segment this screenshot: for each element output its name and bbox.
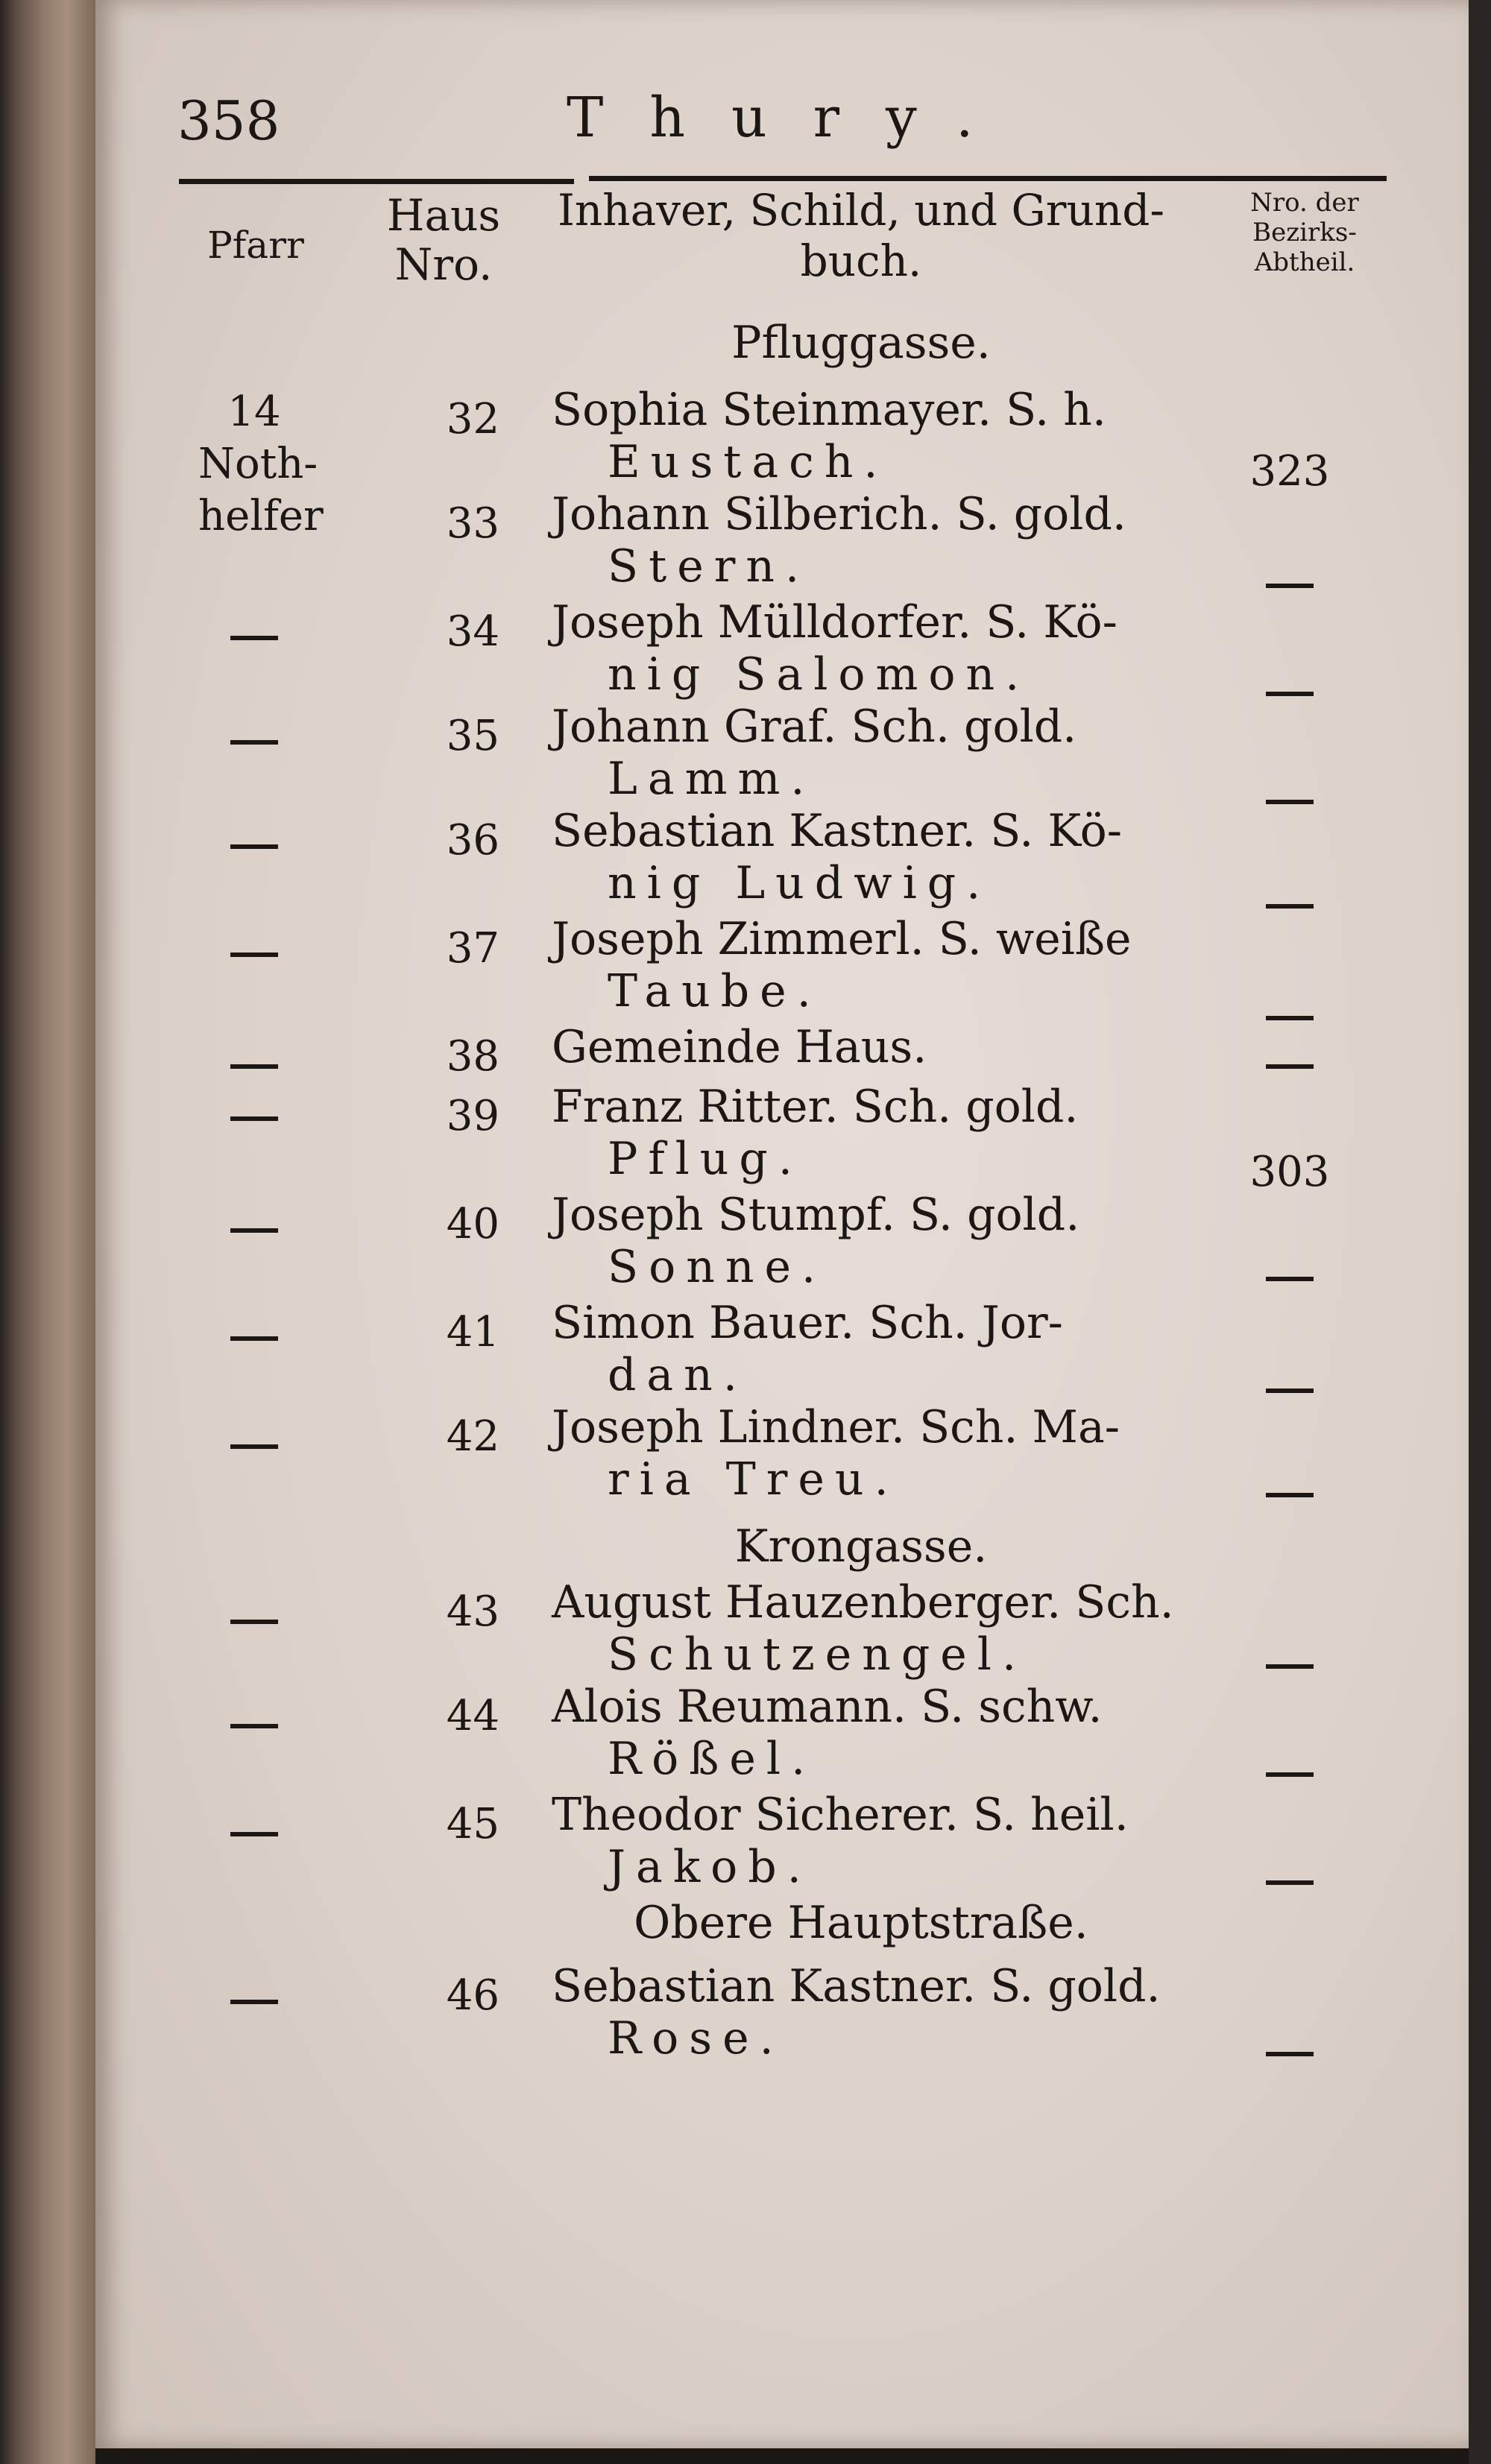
ditto-dash: [198, 838, 310, 853]
owner-entry: Franz Ritter. Sch. gold.: [552, 1081, 1079, 1133]
sign-name: ria Treu.: [608, 1453, 899, 1506]
ditto-dash: [1238, 578, 1342, 592]
owner-entry: Joseph Zimmerl. S. weiße: [552, 913, 1132, 965]
header-rule-right: [589, 176, 1387, 181]
column-header-district-line3: Abtheil.: [1254, 247, 1355, 277]
sign-name: Schutzengel.: [608, 1629, 1027, 1681]
house-number: 43: [446, 1588, 499, 1636]
owner-entry: Joseph Mülldorfer. S. Kö-: [552, 596, 1118, 648]
parish-name-line1: Noth-: [198, 440, 318, 488]
ditto-dash: [1238, 1487, 1342, 1501]
ditto-dash: [198, 734, 310, 748]
column-header-house-line1: Haus: [386, 190, 501, 241]
page-number: 358: [177, 89, 280, 152]
house-number: 41: [446, 1308, 499, 1356]
column-header-district-line2: Bezirks-: [1252, 218, 1357, 247]
owner-entry: Johann Silberich. S. gold.: [552, 488, 1126, 540]
sign-name: nig Ludwig.: [608, 857, 992, 909]
house-number: 46: [446, 1971, 499, 2020]
house-number: 36: [446, 816, 499, 865]
column-header-owner-line1: Inhaver, Schild, und Grund-: [558, 185, 1164, 236]
owner-entry: Sophia Steinmayer. S. h.: [552, 384, 1106, 436]
owner-entry: Alois Reumann. S. schw.: [552, 1681, 1103, 1733]
column-header-district-line1: Nro. der: [1250, 188, 1359, 218]
sign-name: Rose.: [608, 2012, 784, 2065]
ditto-dash: [1238, 1058, 1342, 1073]
ditto-dash: [1238, 1010, 1342, 1024]
house-number: 44: [446, 1692, 499, 1740]
ditto-dash: [1238, 686, 1342, 700]
ditto-dash: [198, 630, 310, 644]
ditto-dash: [198, 1111, 310, 1125]
parish-name-line2: helfer: [198, 492, 324, 540]
ditto-dash: [1238, 1383, 1342, 1397]
column-header-parish: Pfarr: [207, 224, 304, 267]
owner-entry: Gemeinde Haus.: [552, 1021, 927, 1073]
owner-entry: Joseph Stumpf. S. gold.: [552, 1189, 1080, 1241]
house-number: 34: [446, 607, 499, 656]
sign-name: Lamm.: [608, 753, 816, 805]
parish-number: 14: [227, 388, 281, 436]
ditto-dash: [1238, 1658, 1342, 1672]
column-header-house-no: [380, 191, 507, 289]
house-number: 42: [446, 1412, 499, 1461]
house-number: 39: [446, 1092, 499, 1140]
owner-entry: Joseph Lindner. Sch. Ma-: [552, 1401, 1120, 1453]
sign-name: Rößel.: [608, 1733, 816, 1785]
house-number: 38: [446, 1032, 499, 1081]
header-rule-left: [179, 179, 574, 184]
ditto-dash: [198, 1058, 310, 1073]
sign-name: Taube.: [608, 965, 822, 1017]
ditto-dash: [198, 1826, 310, 1840]
column-header-district: [1223, 188, 1387, 277]
sign-name: Jakob.: [608, 1841, 812, 1893]
sign-name: Pflug.: [608, 1133, 803, 1185]
owner-entry: Theodor Sicherer. S. heil.: [552, 1789, 1129, 1841]
ditto-dash: [1238, 898, 1342, 912]
district-number: 303: [1249, 1148, 1330, 1196]
book-spine: [0, 0, 95, 2464]
column-header-owner-line2: buch.: [800, 236, 922, 286]
ditto-dash: [1238, 1766, 1342, 1781]
house-number: 32: [446, 395, 499, 443]
house-number: 35: [446, 712, 499, 760]
sign-name: Eustach.: [608, 436, 889, 488]
owner-entry: Simon Bauer. Sch. Jor-: [552, 1297, 1063, 1349]
column-header-owner: [552, 185, 1170, 286]
sign-name: nig Salomon.: [608, 648, 1030, 701]
ditto-dash: [1238, 1271, 1342, 1285]
ditto-dash: [198, 1718, 310, 1732]
ditto-dash: [1238, 1874, 1342, 1889]
ditto-dash: [198, 947, 310, 961]
ditto-dash: [1238, 2046, 1342, 2060]
ditto-dash: [1238, 794, 1342, 808]
sign-name: dan.: [608, 1349, 748, 1401]
sign-name: Sonne.: [608, 1241, 827, 1293]
owner-entry: Sebastian Kastner. S. gold.: [552, 1960, 1161, 2012]
owner-entry: Johann Graf. Sch. gold.: [552, 701, 1077, 753]
page-edge: [1469, 0, 1491, 2464]
ditto-dash: [198, 1330, 310, 1345]
street-heading: Pfluggasse.: [731, 317, 991, 369]
ditto-dash: [198, 1222, 310, 1236]
street-heading: Obere Hauptstraße.: [634, 1897, 1088, 1949]
ditto-dash: [198, 1438, 310, 1453]
sign-name: Stern.: [608, 540, 810, 593]
house-number: 33: [446, 499, 499, 548]
column-header-house-line2: Nro.: [394, 239, 493, 290]
ditto-dash: [198, 1994, 310, 2008]
house-number: 37: [446, 924, 499, 973]
running-title: Thury.: [567, 86, 1020, 150]
owner-entry: Sebastian Kastner. S. Kö-: [552, 805, 1122, 857]
ditto-dash: [198, 1614, 310, 1628]
street-heading: Krongasse.: [734, 1520, 988, 1573]
district-number: 323: [1249, 447, 1330, 496]
owner-entry: August Hauzenberger. Sch.: [552, 1576, 1174, 1629]
house-number: 45: [446, 1800, 499, 1848]
house-number: 40: [446, 1200, 499, 1248]
